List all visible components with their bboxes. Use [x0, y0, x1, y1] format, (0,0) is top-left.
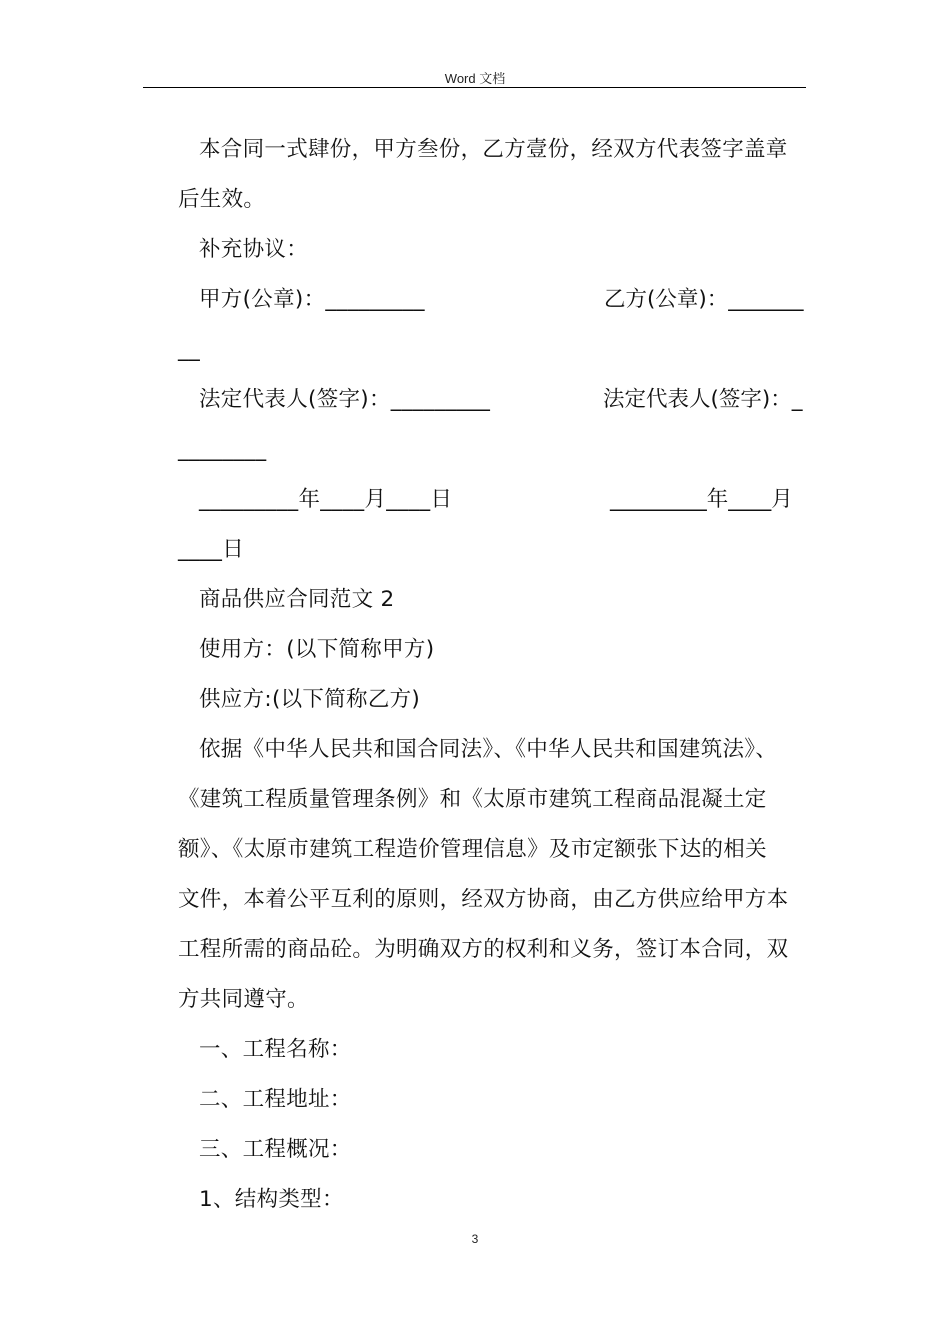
list-item: 二、工程地址：	[199, 1087, 352, 1112]
paragraph-line: ____日	[178, 537, 245, 562]
paragraph-line: 供应方:(以下简称乙方)	[199, 687, 421, 712]
paragraph-line: 补充协议：	[199, 237, 309, 262]
list-item: 三、工程概况：	[199, 1137, 352, 1162]
paragraph-line: 文件，本着公平互利的原则，经双方协商，由乙方供应给甲方本	[178, 887, 789, 912]
paragraph-line: 后生效。	[178, 187, 266, 212]
paragraph-line: 本合同一式肆份，甲方叁份，乙方壹份，经双方代表签字盖章	[199, 137, 788, 162]
paragraph-line: 工程所需的商品砼。为明确双方的权利和义务，签订本合同，双	[178, 937, 789, 962]
signature-party-a-date: _________年____月____日	[199, 487, 453, 512]
header-divider	[143, 87, 806, 88]
signature-party-b-representative: 法定代表人(签字)：_	[603, 387, 803, 412]
section-title: 商品供应合同范文 2	[199, 587, 395, 612]
paragraph-line: 使用方：(以下简称甲方)	[199, 637, 435, 662]
paragraph-line: 依据《中华人民共和国合同法》、《中华人民共和国建筑法》、	[199, 737, 778, 762]
signature-party-a-seal: 甲方(公章)：_________	[199, 287, 425, 312]
signature-party-a-representative: 法定代表人(签字)：_________	[199, 387, 491, 412]
signature-party-b-date: _________年____月	[610, 487, 793, 512]
paragraph-line: 方共同遵守。	[178, 987, 309, 1012]
paragraph-line: 额》、《太原市建筑工程造价管理信息》及市定额张下达的相关	[178, 837, 767, 862]
list-item: 1、结构类型：	[199, 1187, 344, 1212]
paragraph-line: ________	[178, 437, 267, 462]
paragraph-line: 《建筑工程质量管理条例》和《太原市建筑工程商品混凝土定	[178, 787, 767, 812]
header-title: Word 文档	[444, 71, 506, 86]
signature-party-b-seal: 乙方(公章)：_______	[604, 287, 804, 312]
paragraph-line: __	[178, 337, 201, 362]
list-item: 一、工程名称：	[199, 1037, 352, 1062]
page-number: 3	[471, 1232, 479, 1246]
